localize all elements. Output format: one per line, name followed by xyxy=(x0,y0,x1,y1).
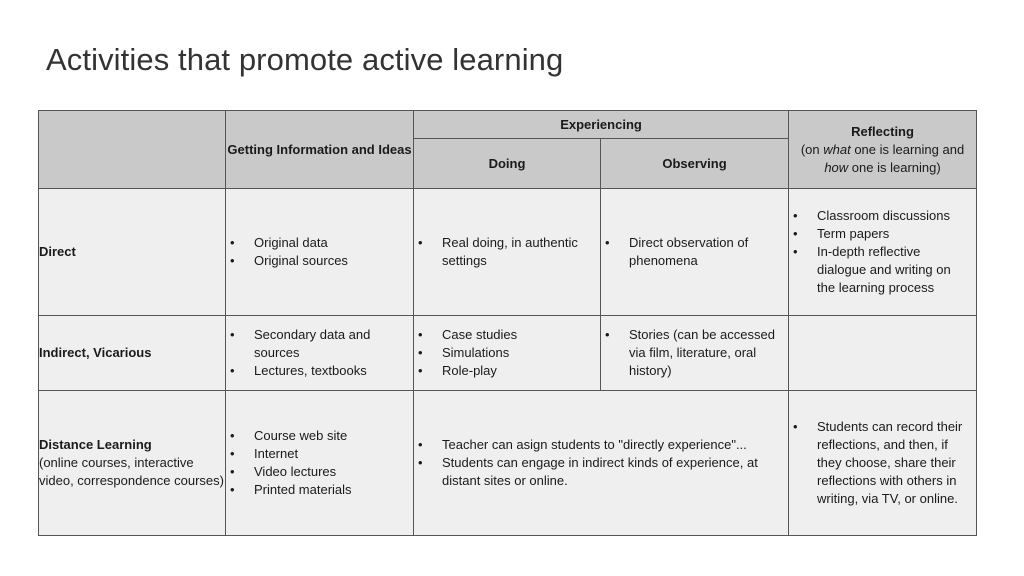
row-distance xyxy=(39,391,977,536)
list-item: • Students can record their reflections, and then, if they choose, share their reflections with others in writing, via TV, or online. xyxy=(789,418,970,508)
header-experiencing: Experiencing xyxy=(414,111,789,139)
list-item: • Role-play xyxy=(414,362,594,380)
row-label-direct: Direct xyxy=(39,189,226,316)
cell-distance-reflecting xyxy=(789,391,977,536)
cell-indirect-observing xyxy=(601,316,789,391)
header-reflecting-title: Reflecting xyxy=(851,123,914,139)
cell-direct-reflecting xyxy=(789,189,977,316)
cell-direct-getting xyxy=(226,189,414,316)
list-item: • Stories (can be accessed via film, literature, oral history) xyxy=(601,326,782,380)
cell-indirect-reflecting xyxy=(789,316,977,391)
list-item: • Classroom discussions xyxy=(789,207,970,225)
cell-indirect-getting xyxy=(226,316,414,391)
list-item: • Direct observation of phenomena xyxy=(601,234,782,270)
list-item: • Real doing, in authentic settings xyxy=(414,234,594,270)
row-label-distance: Distance Learning (online courses, interactive video, correspondence courses) xyxy=(39,391,226,536)
cell-distance-experiencing xyxy=(414,391,789,536)
header-observing: Observing xyxy=(601,139,789,189)
activities-table xyxy=(38,110,977,536)
header-empty-corner xyxy=(39,111,226,189)
slide-title: Activities that promote active learning xyxy=(46,42,564,77)
cell-direct-doing xyxy=(414,189,601,316)
header-reflecting-sub: (on what one is learning and how one is learning) xyxy=(800,141,965,175)
list-item: • Case studies xyxy=(414,326,594,344)
list-item: • Secondary data and sources xyxy=(226,326,407,362)
cell-distance-getting xyxy=(226,391,414,536)
list-item: • Simulations xyxy=(414,344,594,362)
list-item: • Video lectures xyxy=(226,463,407,481)
list-item: • Lectures, textbooks xyxy=(226,362,407,380)
list-item: • Students can engage in indirect kinds of experience, at distant sites or online. xyxy=(414,454,782,490)
cell-indirect-doing xyxy=(414,316,601,391)
list-item: • Internet xyxy=(226,445,407,463)
row-direct xyxy=(39,189,977,316)
list-item: • Term papers xyxy=(789,225,970,243)
cell-direct-observing xyxy=(601,189,789,316)
header-doing: Doing xyxy=(414,139,601,189)
header-reflecting xyxy=(789,111,977,189)
list-item: • Teacher can asign students to "directly experience"... xyxy=(414,436,782,454)
row-label-distance-sub: (online courses, interactive video, correspondence courses) xyxy=(39,455,224,488)
header-getting-information: Getting Information and Ideas xyxy=(226,111,414,189)
list-item: • Original sources xyxy=(226,252,407,270)
list-item: • Printed materials xyxy=(226,481,407,499)
list-item: • In-depth reflective dialogue and writing on the learning process xyxy=(789,243,970,297)
row-indirect xyxy=(39,316,977,391)
list-item: • Original data xyxy=(226,234,407,252)
list-item: • Course web site xyxy=(226,427,407,445)
row-label-indirect: Indirect, Vicarious xyxy=(39,316,226,391)
